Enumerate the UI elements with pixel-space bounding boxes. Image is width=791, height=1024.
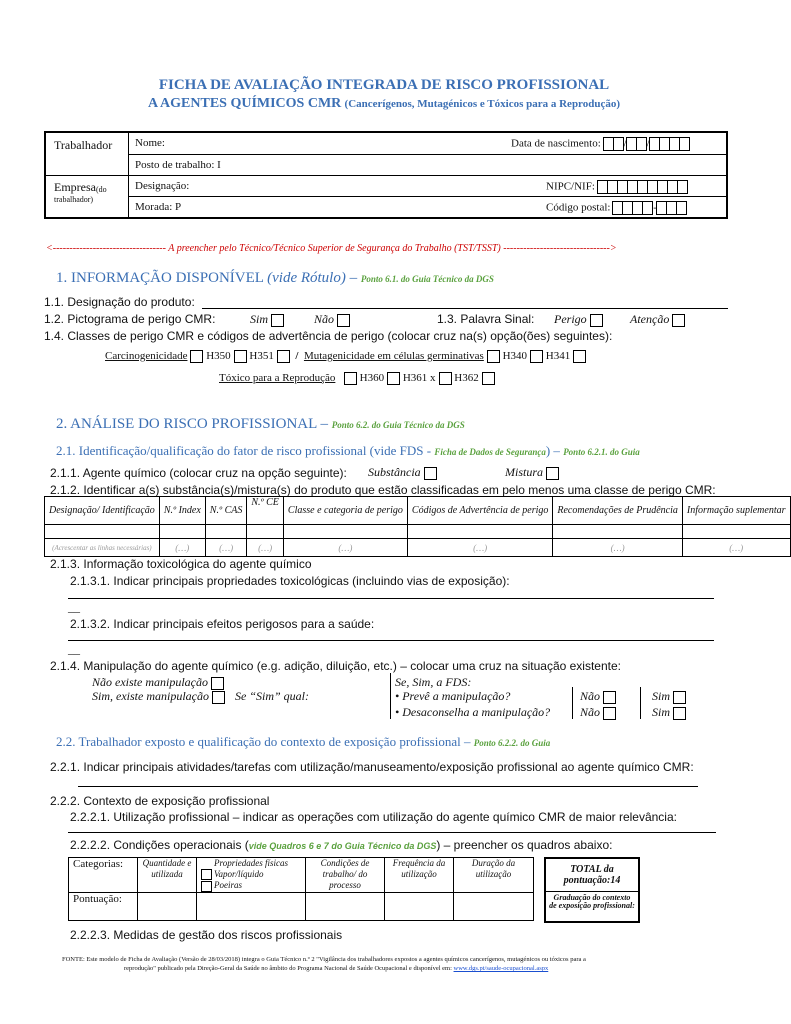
section-2-2-title [56,734,550,750]
col-header: Códigos de Advertência de perigo [407,497,552,525]
checkbox[interactable] [673,707,686,720]
col-header: Designação/ Identificação [45,497,160,525]
desaconselha-sim[interactable] [652,705,686,720]
section-2-1-title [56,443,640,459]
signal-atencao[interactable] [630,312,685,327]
checkbox[interactable] [234,350,247,363]
table-row[interactable] [69,893,534,921]
s21-close: ) – [545,443,560,458]
name-field[interactable]: Nome: [135,137,165,149]
table-cell[interactable]: (…) [205,539,247,557]
checkbox[interactable] [212,691,225,704]
q2222-ref: vide Quadros 6 e 7 do Guia Técnico da DGS [248,841,437,851]
table-cell[interactable] [682,525,790,539]
operational-conditions-table [68,857,534,921]
table-row[interactable] [45,525,791,539]
digit-box[interactable] [676,201,687,215]
q1-2-label: 1.2. Pictograma de perigo CMR: [44,312,216,326]
col-header: Duração da utilização [454,858,534,893]
carc-label: Carcinogenicidade [105,350,188,363]
id-box-rule [128,196,726,197]
dash: __ [68,642,80,656]
score-label: Pontuação: [69,893,138,921]
q1-3-label: 1.3. Palavra Sinal: [437,312,535,326]
table-cell[interactable] [205,525,247,539]
s21-ref: Ponto 6.2.1. do Guia [563,447,640,457]
perigo-label: Perigo [554,312,587,326]
categories-label: Categorias: [69,858,138,893]
table-cell[interactable]: (…) [407,539,552,557]
id-box-rule [128,154,726,155]
table-cell[interactable] [553,525,683,539]
operations-line[interactable] [68,832,716,833]
checkbox[interactable] [482,372,495,385]
form-subtitle-main: A AGENTES QUÍMICOS CMR [147,96,342,111]
dash: __ [68,600,80,614]
checkbox[interactable] [603,691,616,704]
reproductive-toxicity-row [219,372,495,385]
table-cell[interactable] [247,525,284,539]
preve-sim[interactable] [652,689,686,704]
q2-2-2-label: 2.2.2. Contexto de exposição profissional [50,794,270,808]
birth-date-field[interactable]: Data de nascimento: / / [511,137,690,151]
col-header: Classe e categoria de perigo [283,497,407,525]
table-cell[interactable]: (…) [159,539,205,557]
workstation-field[interactable]: Posto de trabalho: I [135,159,221,171]
total-box-rule [546,891,638,892]
form-subtitle-sub: (Cancerígenos, Mutagénicos e Tóxicos para a Reprodução) [344,98,621,110]
exposure-grade: Graduação do contexto de exposição profissional: [549,893,635,910]
slash: / [295,350,299,363]
table-cell: (Acrescentar as linhas necessárias) [45,539,160,557]
worker-label: Trabalhador [54,138,113,152]
table-cell[interactable] [283,525,407,539]
checkbox[interactable] [672,314,685,327]
toxicology-line[interactable] [68,598,714,599]
checkbox[interactable] [277,350,290,363]
yes-manipulation[interactable] [92,689,225,704]
nao-label: Não [580,705,601,719]
form-title: FICHA DE AVALIAÇÃO INTEGRADA DE RISCO PROFISSIONAL [158,77,610,93]
agent-mixture[interactable] [505,465,559,480]
section-2-ref: Ponto 6.2. do Guia Técnico da DGS [331,420,465,430]
address-field[interactable]: Morada: P [135,201,182,213]
agent-substance[interactable] [368,465,437,480]
h350-label: H350 [206,350,231,363]
section-1-heading: 1. INFORMAÇÃO DISPONÍVEL [56,270,264,286]
fds-divider-2 [572,687,573,719]
h340-label: H340 [502,350,528,363]
table-cell[interactable]: (…) [553,539,683,557]
section-1-title [56,270,494,287]
sim-label: Sim [652,705,670,719]
tox-label: Tóxico para a Reprodução [219,372,336,385]
sim-label: Sim [250,312,268,326]
section-1-vide: (vide Rótulo) – [267,270,358,286]
digit-box[interactable] [677,180,688,194]
company-label-text: Empresa [54,180,96,194]
fds-divider-3 [640,687,641,719]
table-row[interactable] [45,539,791,557]
checkbox[interactable] [439,372,452,385]
q2-2-2-2-label [70,838,612,852]
q2-2-1-label: 2.2.1. Indicar principais atividades/tarefas com utilização/manuseamento/exposição profissional ao agente químico CMR: [50,760,694,774]
table-cell[interactable]: (…) [283,539,407,557]
atencao-label: Atenção [630,312,670,326]
checkbox[interactable] [344,372,357,385]
table-cell[interactable] [306,893,385,921]
checkbox[interactable] [487,350,500,363]
nao-manip-label: Não existe manipulação [92,675,208,689]
total-score: TOTAL da pontuação:14 [563,864,621,886]
table-cell[interactable] [454,893,534,921]
col-header: Informação suplementar [682,497,790,525]
total-box [544,857,640,923]
q2222-text: 2.2.2.2. Condições operacionais ( [70,838,249,852]
substances-table [44,496,791,557]
q2-1-3-2-label: 2.1.3.2. Indicar principais efeitos perigosos para a saúde: [70,617,375,631]
table-cell[interactable] [159,525,205,539]
checkbox[interactable] [201,869,212,880]
substancia-label: Substância [368,465,421,479]
pictogram-sim[interactable] [250,312,284,327]
col-header: Condições de trabalho/ do processo [306,858,385,893]
h341-label: H341 [545,350,571,363]
sim-manip-label: Sim, existe manipulação [92,689,209,703]
digit-box[interactable] [613,137,624,151]
checkbox[interactable] [603,707,616,720]
q1-1-label: 1.1. Designação do produto: [44,295,195,309]
identification-box [44,131,728,219]
if-yes-which: Se “Sim” qual: [235,689,310,703]
h361-label: H361 x [402,372,436,385]
product-name-line[interactable] [202,308,728,309]
physical-properties-cell [197,858,306,893]
table-cell[interactable] [45,525,160,539]
h351-label: H351 [249,350,274,363]
postal-code-label: Código postal: [546,201,611,214]
checkbox[interactable] [530,350,543,363]
q2-1-2-label: 2.1.2. Identificar a(s) substância(s)/mistura(s) do produto que estão classificadas em pelo menos uma classe de perigo CMR: [50,483,716,497]
col-header: Propriedades físicas [214,858,288,868]
digit-box[interactable] [679,137,690,151]
designation-field[interactable]: Designação: [135,180,190,192]
col-header: N.º CAS [205,497,247,525]
checkbox[interactable] [546,467,559,480]
col-header: N.º Index [159,497,205,525]
h362-label: H362 [454,372,479,385]
mut-label: Mutagenicidade em células germinativas [303,350,484,363]
nao-label: Não [314,312,335,326]
table-header-row [69,858,534,893]
col-header: Recomendações de Prudência [553,497,683,525]
carcinogenicity-row [105,350,586,363]
nipc-label: NIPC/NIF: [546,180,595,193]
signal-perigo[interactable] [554,312,603,327]
poeiras-label: Poeiras [214,880,242,891]
s22-heading: 2.2. Trabalhador exposto e qualificação do contexto de exposição profissional – [56,734,471,749]
preve-nao[interactable] [580,689,616,704]
q2-1-1-label: 2.1.1. Agente químico (colocar cruz na opção seguinte): [50,466,347,480]
table-cell[interactable]: (…) [247,539,284,557]
s22-ref: Ponto 6.2.2. do Guia [473,738,551,748]
q2-2-2-3-label: 2.2.2.3. Medidas de gestão dos riscos profissionais [70,928,343,942]
q1-4-label: 1.4. Classes de perigo CMR e códigos de advertência de perigo (colocar cruz na(s) opção(ões) seguintes): [44,329,613,343]
checkbox[interactable] [190,350,203,363]
effects-line[interactable] [68,640,714,641]
if-yes-fds: Se, Sim, a FDS: [395,675,472,689]
fds-preve: • Prevê a manipulação? [395,689,511,703]
nao-label: Não [580,689,601,703]
digit-box[interactable] [636,137,647,151]
table-cell[interactable]: (…) [682,539,790,557]
no-manipulation[interactable] [92,675,224,690]
checkbox[interactable] [424,467,437,480]
checkbox[interactable] [573,350,586,363]
postal-code-field[interactable]: Código postal: - [546,201,687,215]
id-box-rule [46,175,726,176]
q2222-text-b: ) – preencher os quadros abaixo: [436,838,613,852]
nipc-field[interactable] [546,180,688,194]
q2-1-4-label: 2.1.4. Manipulação do agente químico (e.g. adição, diluição, etc.) – colocar uma cruz na situação existente: [50,659,621,673]
sim-label: Sim [652,689,670,703]
table-header-row [45,497,791,525]
form-subtitle [0,95,768,112]
checkbox[interactable] [337,314,350,327]
fds-desaconselha: • Desaconselha a manipulação? [395,705,551,719]
birth-date-label: Data de nascimento: [511,137,601,150]
col-header: N.º CE [247,497,284,525]
s21-heading: 2.1. Identificação/qualificação do fator de risco profissional (vide FDS - [56,443,432,458]
col-header: Quantidade e utilizada [138,858,197,893]
q2-2-2-1-label: 2.2.2.1. Utilização profissional – indicar as operações com utilização do agente químico CMR de maior relevância: [70,810,677,824]
footer-link[interactable]: www.dgs.pt/saude-ocupacional.aspx [453,965,549,972]
footer-text-2 [124,965,548,972]
h360-label: H360 [359,372,385,385]
q2-1-3-1-label: 2.1.3.1. Indicar principais propriedades toxicológicas (incluindo vias de exposição): [70,574,510,588]
activities-line[interactable] [78,786,698,787]
table-cell[interactable] [138,893,197,921]
pictogram-nao[interactable] [314,312,350,327]
q2-1-3-label: 2.1.3. Informação toxicológica do agente químico [50,557,312,571]
s21-fds: Ficha de Dados de Segurança [434,447,546,457]
table-cell[interactable] [407,525,552,539]
company-note: (do trabalhador) [54,185,107,204]
checkbox[interactable] [673,691,686,704]
table-cell[interactable] [197,893,306,921]
vapor-label: Vapor/líquido [214,869,264,879]
fds-divider [390,673,391,719]
checkbox[interactable] [387,372,400,385]
fill-instructions: <---------------------------------- A preencher pelo Técnico/Técnico Superior de Segurança do Trabalho (TST/TSST) --------------------------------> [46,243,617,254]
checkbox[interactable] [590,314,603,327]
digit-box[interactable] [642,201,653,215]
col-header: Frequência da utilização [385,858,454,893]
section-2-title [56,416,465,433]
table-cell[interactable] [385,893,454,921]
checkbox[interactable] [211,677,224,690]
section-1-ref: Ponto 6.1. do Guia Técnico da DGS [360,274,494,284]
checkbox[interactable] [271,314,284,327]
mistura-label: Mistura [505,465,544,479]
section-2-heading: 2. ANÁLISE DO RISCO PROFISSIONAL – [56,416,328,432]
footer-text-2-body: reprodução" publicado pela Direção-Geral da Saúde no âmbito do Programa Nacional de Saúde Ocupacional e disponível em: [124,965,452,972]
footer-text-1: FONTE: Este modelo de Ficha de Avaliação (Versão de 28/03/2018) integra o Guia Técnico n.º 2 "Vigilância dos trabalhadores expostos a agentes químicos cancerígenos, mutagénicos ou tóxicos para a [62,956,586,963]
desaconselha-nao[interactable] [580,705,616,720]
checkbox[interactable] [201,881,212,892]
